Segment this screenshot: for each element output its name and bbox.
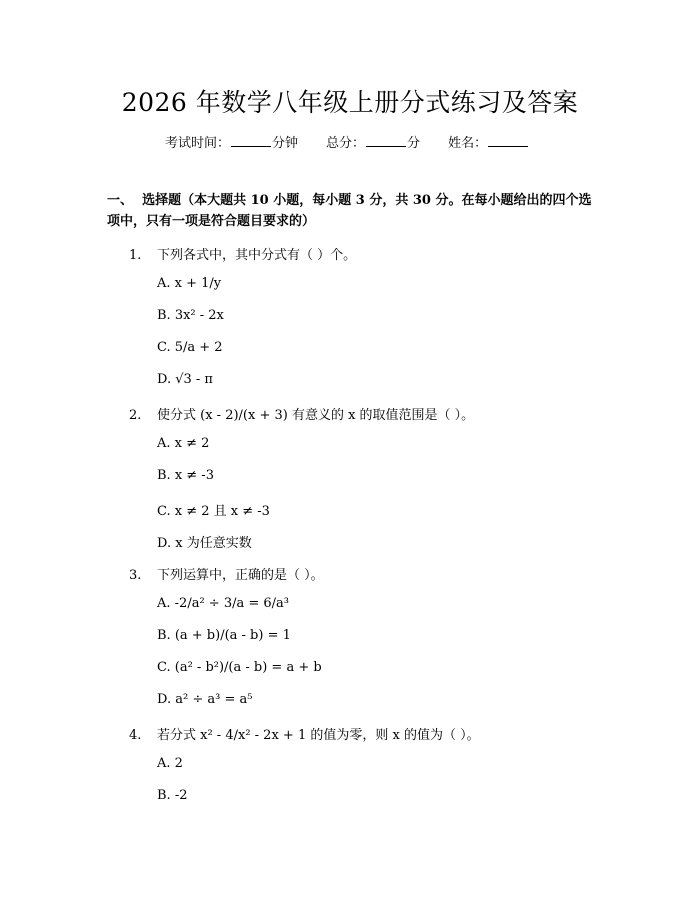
- exam-time-blank: [231, 136, 271, 147]
- question-number: 3.: [129, 568, 142, 583]
- question-text: 下列运算中，正确的是（ ）。: [157, 568, 324, 583]
- question-2-option-a: A. x ≠ 2: [157, 436, 210, 451]
- exam-info-row: [165, 132, 529, 151]
- question-text: 若分式 x² - 4/x² - 2x + 1 的值为零，则 x 的值为（ ）。: [157, 728, 480, 743]
- total-score-unit: 分: [407, 136, 421, 151]
- question-2-option-c: C. x ≠ 2 且 x ≠ -3: [157, 504, 270, 519]
- question-1-option-a: A. x + 1/y: [157, 276, 222, 291]
- question-4-option-b: B. -2: [157, 788, 188, 803]
- question-3-option-b: B. (a + b)/(a - b) = 1: [157, 628, 291, 643]
- section-number: 一、: [107, 193, 134, 208]
- question-number: 2.: [129, 408, 142, 423]
- question-2: [129, 404, 474, 423]
- question-3-option-a: A. -2/a² ÷ 3/a = 6/a³: [157, 596, 289, 611]
- section-heading: [107, 190, 602, 232]
- question-3: [129, 564, 324, 583]
- total-score-label: 总分：: [326, 136, 366, 151]
- question-2-option-b: B. x ≠ -3: [157, 468, 214, 483]
- question-1-option-c: C. 5/a + 2: [157, 340, 223, 355]
- question-4: [129, 724, 480, 743]
- question-text: 下列各式中，其中分式有（ ）个。: [157, 248, 357, 263]
- student-name-label: 姓名：: [448, 136, 488, 151]
- exam-time-label: 考试时间：: [165, 136, 231, 151]
- question-number: 4.: [129, 728, 142, 743]
- question-3-option-c: C. (a² - b²)/(a - b) = a + b: [157, 660, 322, 675]
- exam-time-unit: 分钟: [272, 136, 299, 151]
- question-3-option-d: D. a² ÷ a³ = a⁵: [157, 692, 253, 707]
- question-1-option-d: D. √3 - π: [157, 372, 213, 387]
- question-1: [129, 244, 356, 263]
- question-4-option-a: A. 2: [157, 756, 183, 771]
- question-text: 使分式 (x - 2)/(x + 3) 有意义的 x 的取值范围是（ ）。: [157, 408, 475, 423]
- page-title: 2026 年数学八年级上册分式练习及答案: [121, 88, 579, 117]
- question-1-option-b: B. 3x² - 2x: [157, 308, 224, 323]
- section-text: 选择题（本大题共 10 小题，每小题 3 分，共 30 分。在每小题给出的四个选项中，只有一项是符合题目要求的）: [107, 193, 592, 229]
- student-name-blank: [488, 136, 528, 147]
- question-number: 1.: [129, 248, 142, 263]
- question-2-option-d: D. x 为任意实数: [157, 536, 252, 551]
- total-score-blank: [366, 136, 406, 147]
